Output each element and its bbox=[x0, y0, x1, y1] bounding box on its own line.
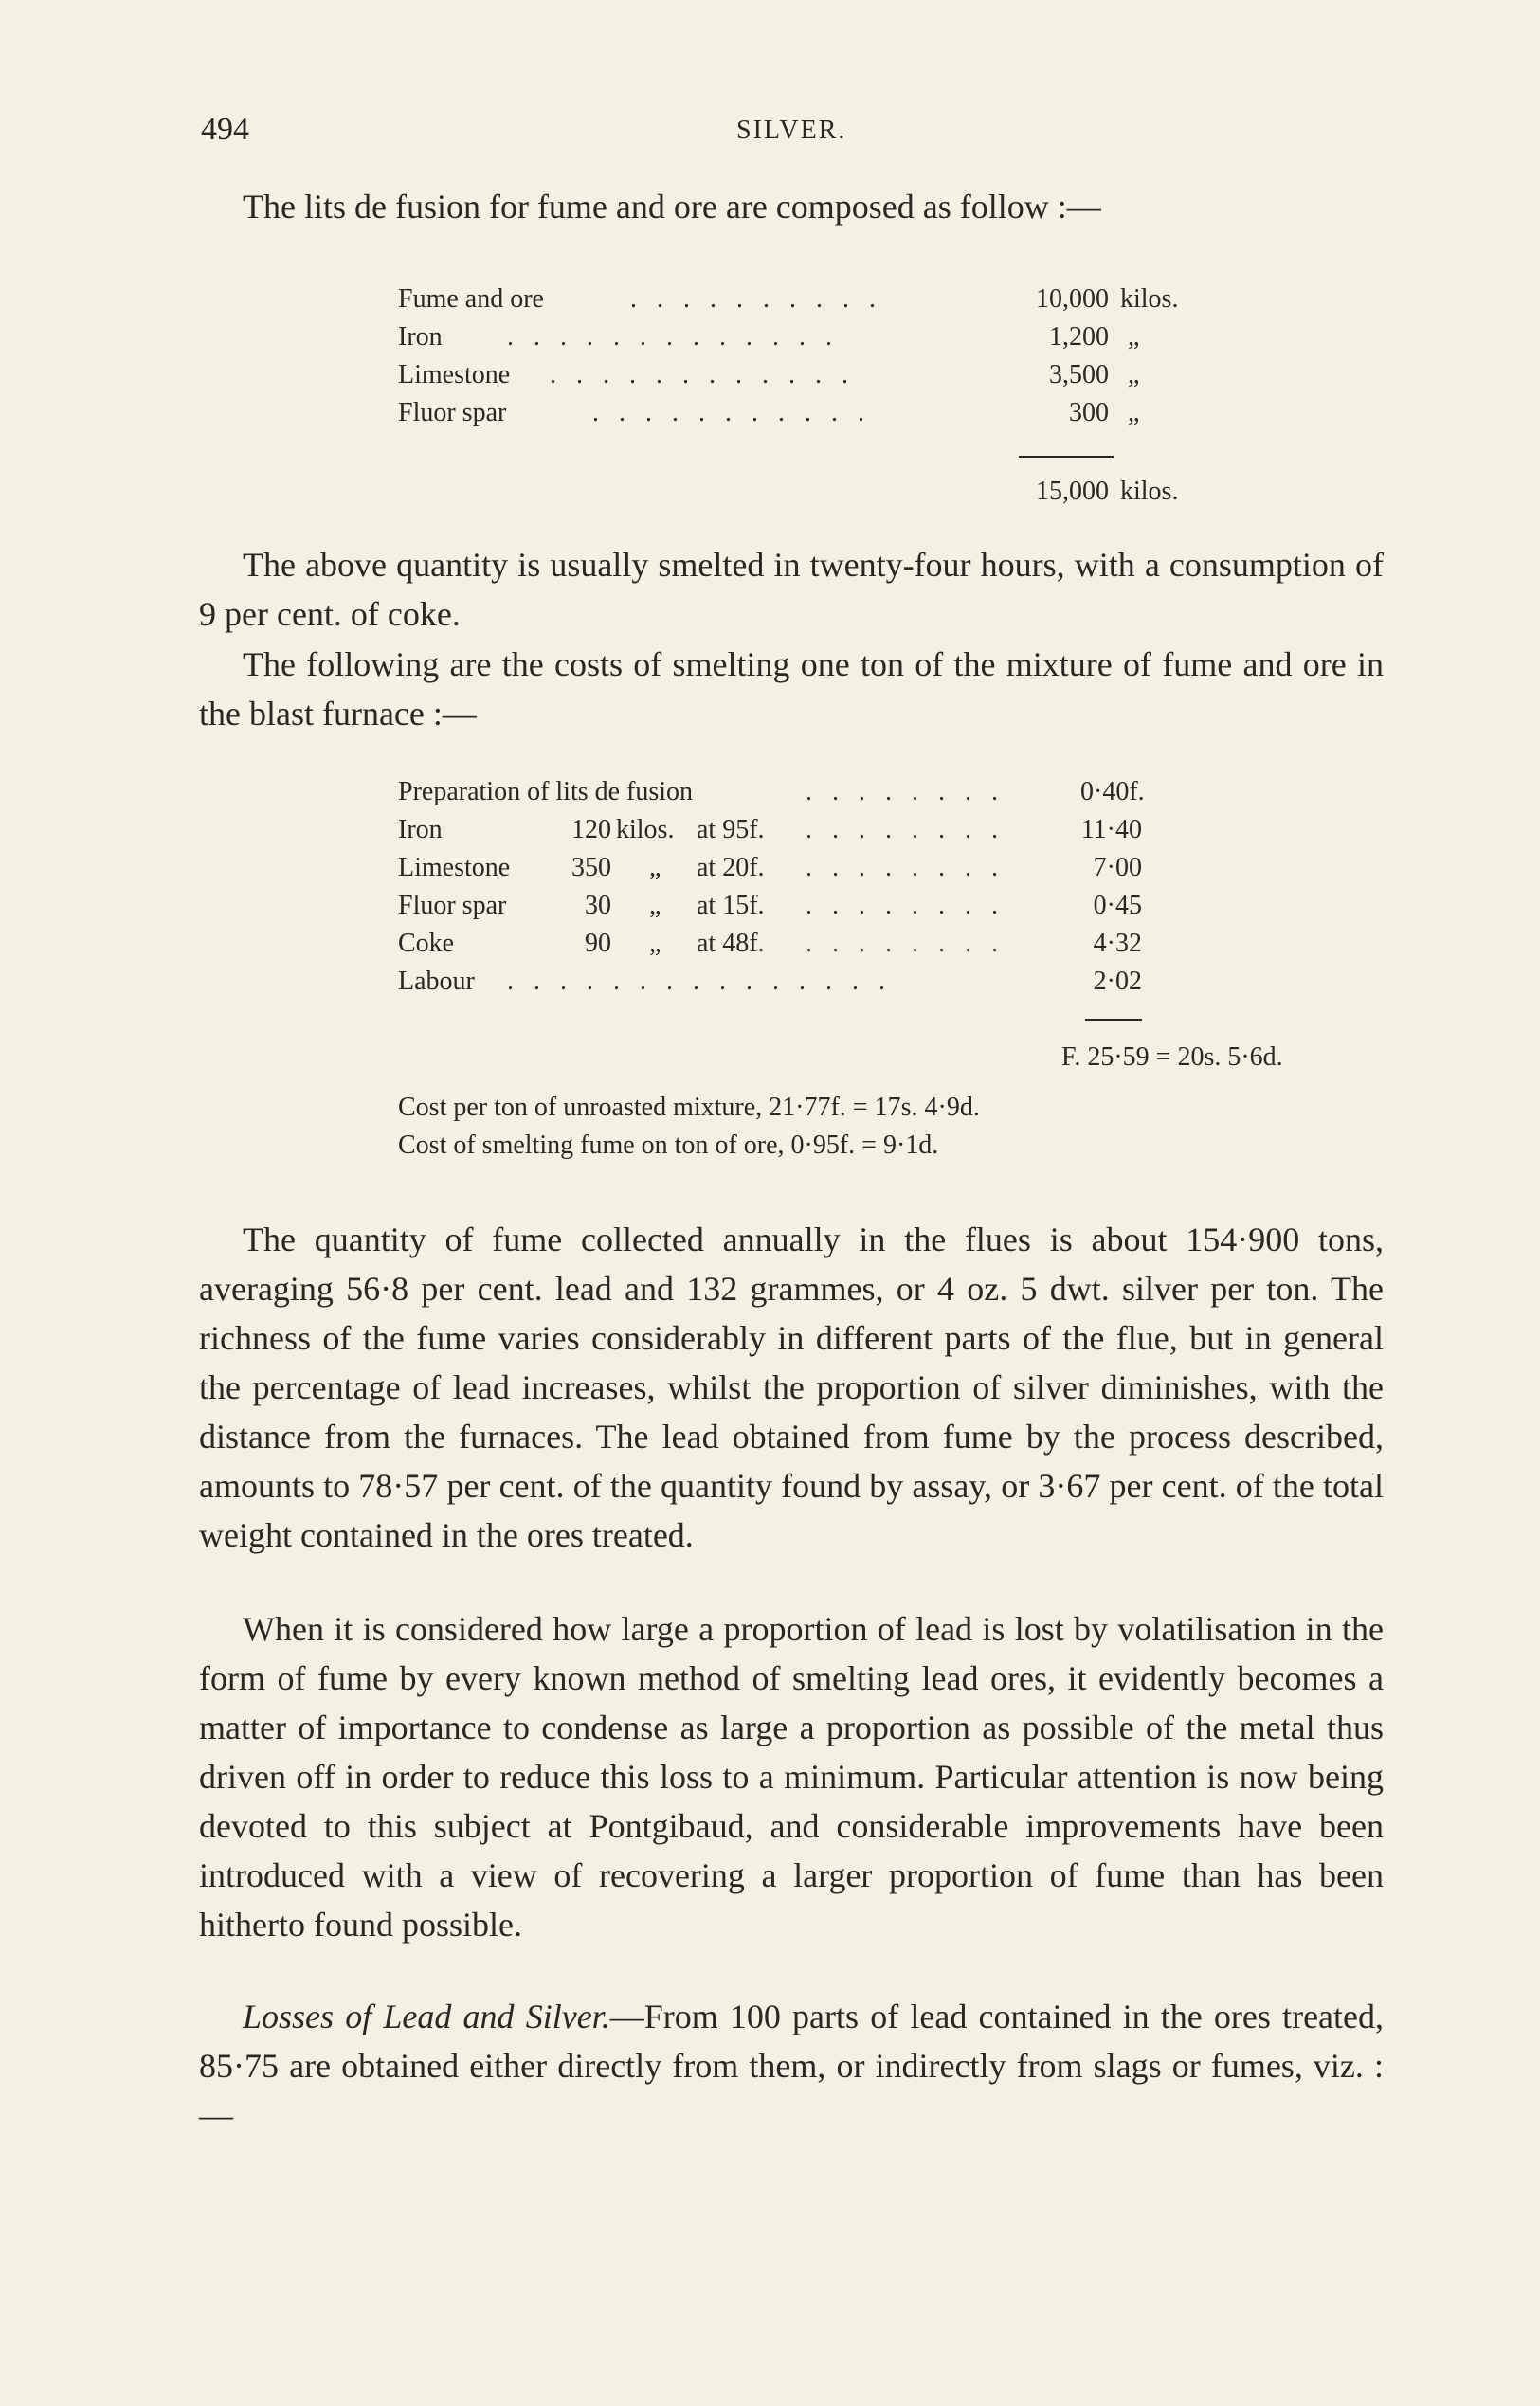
cost-value: 4·32 bbox=[1093, 929, 1142, 958]
leader-dots: . . . . . . . . bbox=[806, 853, 1005, 882]
paragraph-1: The above quantity is usually smelted in twenty-four hours, with a consumption of 9 per cent. of coke. bbox=[199, 546, 1384, 633]
leader-dots: . . . . . . . . . . bbox=[630, 284, 882, 314]
cost-notes bbox=[398, 1090, 1346, 1175]
sum-rule bbox=[1019, 456, 1114, 458]
cost-unit: „ bbox=[649, 853, 661, 882]
cost-unit: „ bbox=[649, 891, 661, 920]
cost-qty: 350 bbox=[571, 853, 611, 882]
cost-qty: 90 bbox=[585, 929, 611, 958]
leader-dots: . . . . . . . . bbox=[806, 777, 1005, 806]
cost-value: 0·40f. bbox=[1080, 777, 1145, 806]
paragraph-2: The following are the costs of smelting one ton of the mixture of fume and ore in the blast furnace :— bbox=[199, 645, 1384, 733]
charge-value: 3,500 bbox=[1049, 360, 1109, 389]
section-heading: Losses of Lead and Silver. bbox=[243, 1998, 610, 2035]
leader-dots: . . . . . . . . bbox=[806, 815, 1005, 844]
cost-label: Fluor spar bbox=[398, 891, 507, 920]
charge-table bbox=[398, 281, 1251, 518]
cost-label: Coke bbox=[398, 929, 455, 958]
cost-note: Cost of smelting fume on ton of ore, 0·95f. = 9·1d. bbox=[398, 1131, 939, 1160]
paragraph-5 bbox=[199, 1992, 1384, 2140]
page-header bbox=[201, 112, 1376, 159]
cost-label: Labour bbox=[398, 967, 475, 996]
cost-unit: kilos. bbox=[616, 815, 675, 844]
leader-dots: . . . . . . . . bbox=[806, 929, 1005, 958]
charge-unit: „ bbox=[1128, 360, 1140, 389]
leader-dots: . . . . . . . . . . . bbox=[592, 398, 871, 427]
sum-rule bbox=[1085, 1019, 1142, 1021]
cost-label: Preparation of lits de fusion bbox=[398, 777, 694, 806]
page-number: 494 bbox=[201, 112, 249, 147]
paragraph-5-text: —From 100 parts of lead contained in the ores treated, 85·75 are obtained either directly from them, or indirectly from slags or fumes, viz. :— bbox=[199, 1998, 1385, 2134]
charge-value: 10,000 bbox=[1036, 284, 1109, 314]
running-title: SILVER. bbox=[736, 116, 847, 145]
cost-label: Limestone bbox=[398, 853, 511, 882]
leader-dots: . . . . . . . . . . . . . bbox=[507, 322, 839, 352]
cost-value: 0·45 bbox=[1093, 891, 1142, 920]
cost-label: Iron bbox=[398, 815, 443, 844]
cost-rate: at 20f. bbox=[697, 853, 765, 882]
charge-label: Limestone bbox=[398, 360, 511, 389]
cost-qty: 30 bbox=[585, 891, 611, 920]
cost-rate: at 15f. bbox=[697, 891, 765, 920]
cost-value: 2·02 bbox=[1093, 967, 1142, 996]
charge-unit: „ bbox=[1128, 322, 1140, 352]
charge-unit: kilos. bbox=[1120, 284, 1179, 314]
cost-unit: „ bbox=[649, 929, 661, 958]
charge-unit: „ bbox=[1128, 398, 1140, 427]
cost-value: 7·00 bbox=[1093, 853, 1142, 882]
cost-note: Cost per ton of unroasted mixture, 21·77f. = 17s. 4·9d. bbox=[398, 1093, 980, 1122]
charge-value: 1,200 bbox=[1049, 322, 1109, 352]
leader-dots: . . . . . . . . . . . . . . . bbox=[507, 967, 892, 996]
leader-dots: . . . . . . . . . . . . bbox=[550, 360, 855, 389]
charge-value: 300 bbox=[1069, 398, 1109, 427]
cost-value: 11·40 bbox=[1080, 815, 1142, 844]
charge-total-unit: kilos. bbox=[1120, 477, 1179, 506]
cost-rate: at 95f. bbox=[697, 815, 765, 844]
charge-total-value: 15,000 bbox=[1036, 477, 1109, 506]
leader-dots: . . . . . . . . bbox=[806, 891, 1005, 920]
charge-label: Iron bbox=[398, 322, 443, 352]
paragraph-4: When it is considered how large a proportion of lead is lost by volatilisation in the form of fume by every known method of smelting lead ores, it evidently becomes a matter of importance to condense as large a proportion as possible of the metal thus driven off in order to reduce this loss to a minimum. Particular attention is now being devoted to this subject at Pontgibaud, and considerable improvements have been introduced with a view of recovering a larger proportion of fume than has been hitherto found possible. bbox=[199, 1610, 1384, 1944]
cost-total: F. 25·59 = 20s. 5·6d. bbox=[1061, 1042, 1283, 1072]
intro-paragraph: The lits de fusion for fume and ore are composed as follow :— bbox=[243, 188, 1101, 226]
paragraph-3: The quantity of fume collected annually in the flues is about 154·900 tons, averaging 56·8 per cent. lead and 132 grammes, or 4 oz. 5 dwt. silver per ton. The richness of the fume varies considerably in different parts of the flue, but in general the percentage of lead increases, whilst the proportion of silver diminishes, with the distance from the furnaces. The lead obtained from fume by the process described, amounts to 78·57 per cent. of the quantity found by assay, or 3·67 per cent. of the total weight contained in the ores treated. bbox=[199, 1221, 1384, 1554]
cost-rate: at 48f. bbox=[697, 929, 765, 958]
charge-label: Fume and ore bbox=[398, 284, 544, 314]
charge-label: Fluor spar bbox=[398, 398, 507, 427]
cost-qty: 120 bbox=[571, 815, 611, 844]
cost-table bbox=[398, 774, 1346, 1087]
